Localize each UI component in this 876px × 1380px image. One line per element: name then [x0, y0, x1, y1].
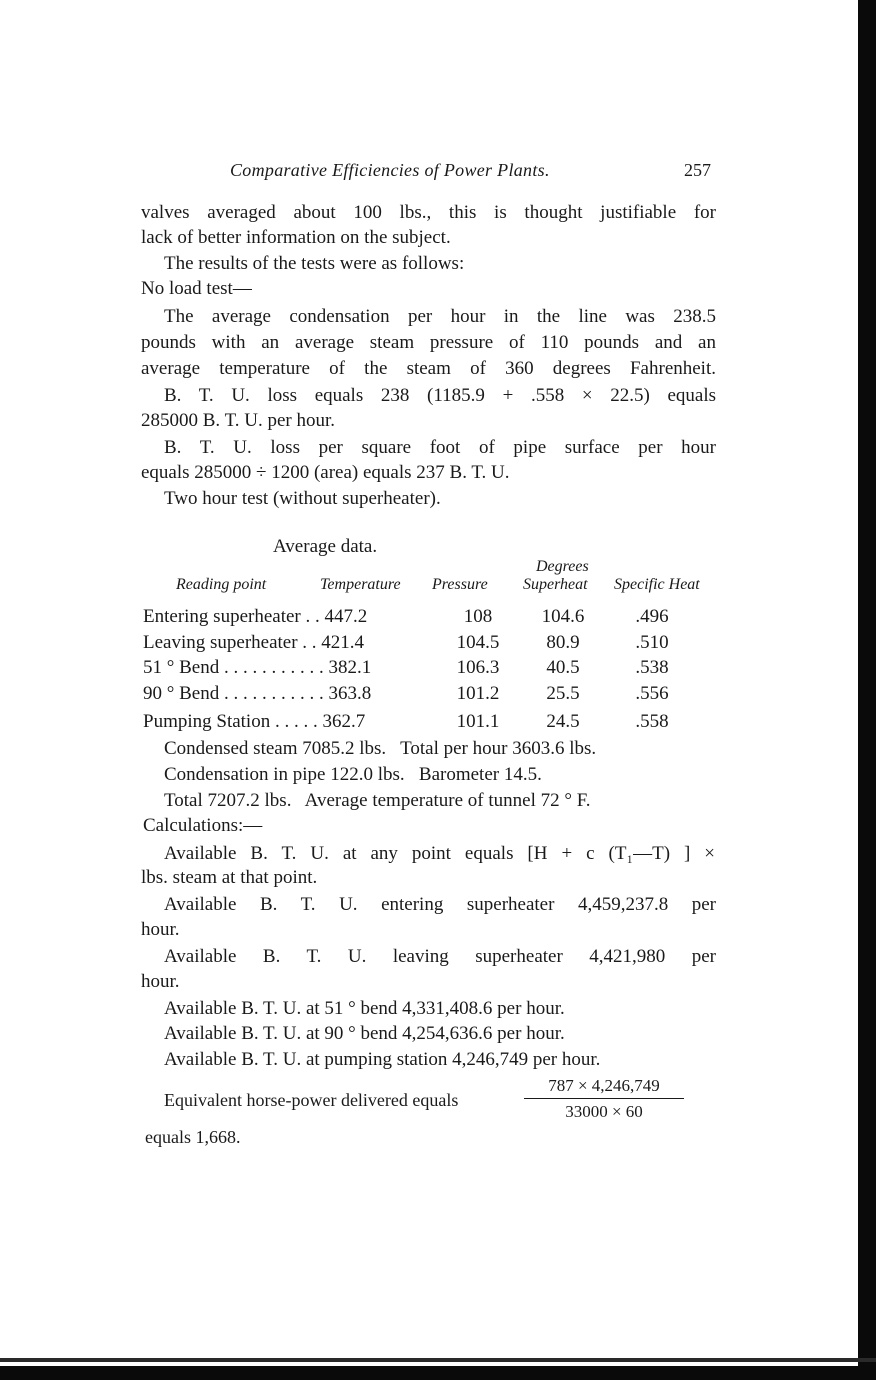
table-header-degrees: Degrees: [536, 558, 589, 575]
equation-lead: Equivalent horse-power delivered equals: [164, 1090, 459, 1110]
calculation-line: lbs. steam at that point.: [141, 867, 318, 888]
table-row-label: Leaving superheater . . 421.4: [143, 632, 365, 653]
calculation-line: hour.: [141, 971, 180, 992]
paragraph-line: equals 285000 ÷ 1200 (area) equals 237 B. T. U.: [141, 462, 510, 483]
paragraph-line: 285000 B. T. U. per hour.: [141, 410, 336, 431]
table-cell-specific-heat: .538: [635, 657, 669, 678]
table-header-specific-heat: Specific Heat: [614, 576, 700, 593]
calculation-line: Available B. T. U. leaving superheater 4,421,980 per: [164, 946, 716, 967]
table-row-label: 51 ° Bend . . . . . . . . . . . 382.1: [143, 657, 372, 678]
page-number: 257: [684, 160, 711, 180]
table-cell-pressure: 106.3: [456, 657, 500, 678]
scan-edge-right: [858, 0, 876, 1380]
table-cell-superheat: 40.5: [546, 657, 580, 678]
table-cell-pressure: 104.5: [456, 632, 500, 653]
table-cell-specific-heat: .558: [635, 711, 669, 732]
table-header-reading-point: Reading point: [176, 576, 267, 593]
calculation-line: Available B. T. U. at 90 ° bend 4,254,636.6 per hour.: [164, 1023, 565, 1044]
equation-result: equals 1,668.: [145, 1127, 241, 1147]
table-cell-superheat: 25.5: [546, 683, 580, 704]
paragraph-line: Two hour test (without superheater).: [164, 488, 441, 509]
table-cell-pressure: 101.2: [456, 683, 500, 704]
summary-line: Condensation in pipe 122.0 lbs. Barometer 14.5.: [164, 764, 542, 785]
table-cell-pressure: 108: [463, 606, 493, 627]
table-header-superheat: Superheat: [523, 576, 588, 593]
table-row-label: Pumping Station . . . . . 362.7: [143, 711, 366, 732]
summary-line: Condensed steam 7085.2 lbs. Total per hour 3603.6 lbs.: [164, 738, 597, 759]
table-cell-pressure: 101.1: [456, 711, 500, 732]
running-header-title: Comparative Efficiencies of Power Plants.: [230, 160, 550, 180]
table-row-label: 90 ° Bend . . . . . . . . . . . 363.8: [143, 683, 372, 704]
paragraph-line: lack of better information on the subject.: [141, 227, 451, 248]
table-cell-specific-heat: .556: [635, 683, 669, 704]
paragraph-line: The average condensation per hour in the line was 238.5: [164, 306, 716, 327]
equation-fraction: [524, 1076, 684, 1122]
summary-line: Calculations:—: [143, 815, 263, 836]
table-cell-superheat: 80.9: [546, 632, 580, 653]
table-row-label: Entering superheater . . 447.2: [143, 606, 368, 627]
equation-numerator: 787 × 4,246,749: [524, 1076, 684, 1099]
table-header-pressure: Pressure: [432, 576, 488, 593]
paragraph-line: B. T. U. loss per square foot of pipe surface per hour: [164, 437, 716, 458]
equation-denominator: 33000 × 60: [565, 1102, 643, 1121]
calculation-line: Available B. T. U. at pumping station 4,246,749 per hour.: [164, 1049, 601, 1070]
calculation-line: hour.: [141, 919, 180, 940]
calculation-line: Available B. T. U. at 51 ° bend 4,331,408.6 per hour.: [164, 998, 565, 1019]
paragraph-line: valves averaged about 100 lbs., this is thought justifiable for: [141, 202, 716, 223]
calculation-line: Available B. T. U. at any point equals [H + c (T₁—T) ] ×: [164, 843, 715, 864]
scan-edge-bottom-lip: [0, 1358, 876, 1362]
table-caption: Average data.: [273, 536, 378, 557]
paragraph-line: pounds with an average steam pressure of 110 pounds and an: [141, 332, 716, 353]
paragraph-line: No load test—: [141, 278, 252, 299]
paragraph-line: The results of the tests were as follows:: [164, 253, 465, 274]
scan-edge-bottom: [0, 1366, 876, 1380]
table-cell-superheat: 24.5: [546, 711, 580, 732]
table-cell-specific-heat: .510: [635, 632, 669, 653]
paragraph-line: B. T. U. loss equals 238 (1185.9 + .558 × 22.5) equals: [164, 385, 716, 406]
table-header-temperature: Temperature: [320, 576, 401, 593]
table-cell-specific-heat: .496: [635, 606, 669, 627]
summary-line: Total 7207.2 lbs. Average temperature of tunnel 72 ° F.: [164, 790, 591, 811]
calculation-line: Available B. T. U. entering superheater 4,459,237.8 per: [164, 894, 716, 915]
paragraph-line: average temperature of the steam of 360 degrees Fahrenheit.: [141, 358, 716, 379]
table-cell-superheat: 104.6: [541, 606, 585, 627]
